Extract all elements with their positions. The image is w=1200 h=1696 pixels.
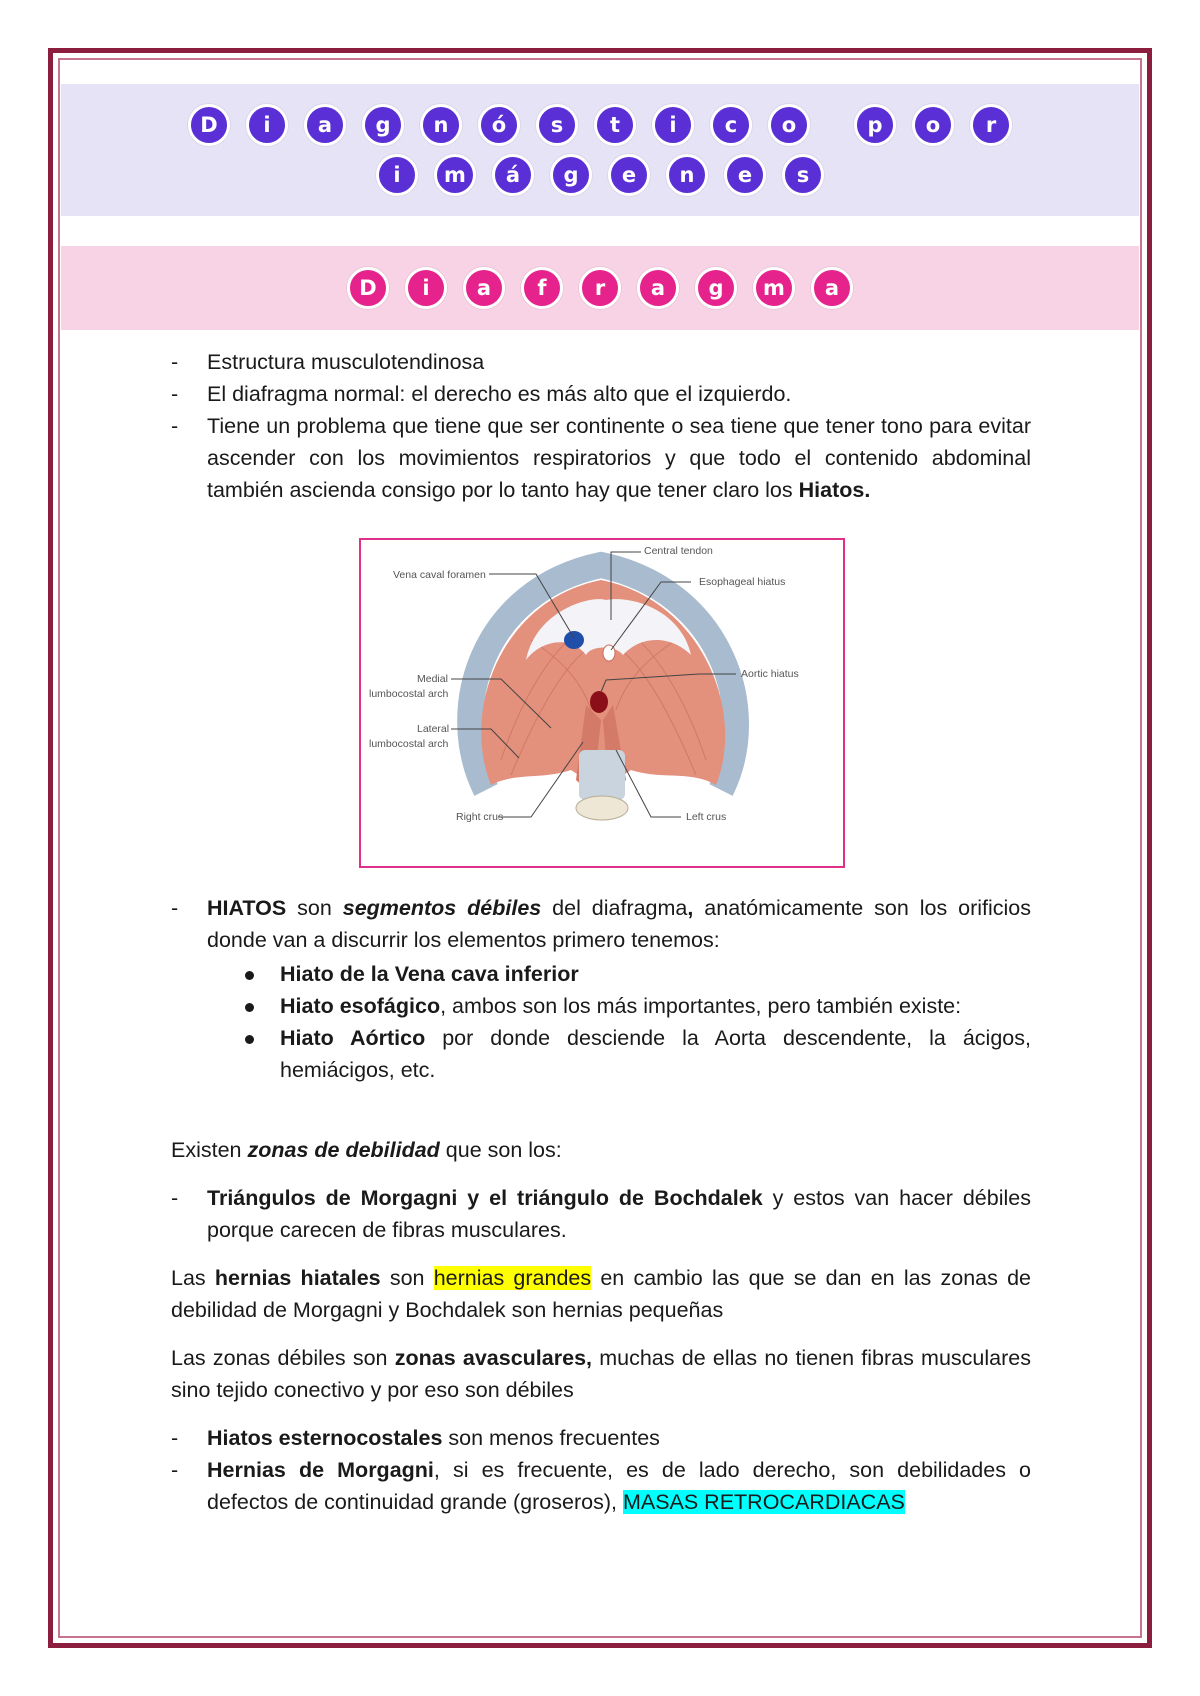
title-letter: a: [811, 267, 853, 309]
title-letter: i: [405, 267, 447, 309]
title-letter: s: [536, 104, 578, 146]
list-item: Hiato de la Vena cava inferior: [207, 958, 1031, 990]
title-letter: o: [768, 104, 810, 146]
title-word: [846, 104, 1020, 146]
header-banner: [61, 84, 1139, 216]
title-letter: i: [376, 154, 418, 196]
list-item: - Tiene un problema que tiene que ser continente o sea tiene que tener tono para evitar ascender con los movimientos respiratorios y que todo el contenido abdominal también ascienda consigo por lo tanto hay que tener claro los Hiatos.: [171, 414, 1031, 502]
title-letter: D: [347, 267, 389, 309]
title-letter: o: [912, 104, 954, 146]
final-section: [171, 1422, 1031, 1518]
intro-section: [171, 346, 1031, 506]
hernias-paragraph: Las hernias hiatales son hernias grandes en cambio las que se dan en las zonas de debilidad de Morgagni y Bochdalek son hernias pequeñas: [171, 1266, 1031, 1322]
label-medial-arch-2: lumbocostal arch: [369, 688, 449, 700]
title-letter: c: [710, 104, 752, 146]
section-title: [325, 267, 875, 309]
list-item: - HIATOS son segmentos débiles del diafragma, anatómicamente son los orificios donde van a discurrir los elementos primero tenemos: Hiato de la Vena cava inferior Hiato esofágico, ambos son los más importantes, pero también existe: Hiato Aórtico por donde desciende la Aorta descendente, la ácigos, hemiácigos, etc.: [171, 892, 1031, 1086]
title-letter: t: [594, 104, 636, 146]
title-letter: e: [608, 154, 650, 196]
title-letter: ó: [478, 104, 520, 146]
vena-caval-foramen: [564, 631, 584, 649]
title-letter: D: [188, 104, 230, 146]
label-vena-caval-foramen: Vena caval foramen: [393, 569, 486, 581]
label-left-crus: Left crus: [686, 811, 727, 823]
title-letter: a: [304, 104, 346, 146]
list-item: - El diafragma normal: el derecho es más alto que el izquierdo.: [171, 382, 792, 406]
title-letter: g: [550, 154, 592, 196]
section-banner: [61, 246, 1139, 330]
title-letter: n: [666, 154, 708, 196]
list-item: - Hiatos esternocostales son menos frecuentes: [171, 1426, 660, 1450]
title-letter: s: [782, 154, 824, 196]
title-letter: á: [492, 154, 534, 196]
title-word: [339, 267, 861, 309]
highlight-cyan: MASAS RETROCARDIACAS: [622, 1490, 905, 1514]
diaphragm-figure: [359, 538, 845, 868]
bullet-dot-icon: [245, 1003, 254, 1012]
title-letter: g: [695, 267, 737, 309]
highlight-yellow: hernias grandes: [433, 1266, 592, 1290]
list-item: - Estructura musculotendinosa: [171, 350, 485, 374]
bullet-dot-icon: [245, 1035, 254, 1044]
title-letter: m: [434, 154, 476, 196]
label-right-crus: Right crus: [456, 811, 504, 823]
hiatos-bullet-list: [207, 958, 1031, 1086]
title-letter: i: [246, 104, 288, 146]
title-letter: r: [970, 104, 1012, 146]
title-letter: i: [652, 104, 694, 146]
title-letter: p: [854, 104, 896, 146]
label-central-tendon: Central tendon: [644, 545, 713, 557]
title-letter: m: [753, 267, 795, 309]
title-word: [368, 154, 832, 196]
list-item: - Triángulos de Morgagni y el triángulo de Bochdalek y estos van hacer débiles porque carecen de fibras musculares.: [171, 1186, 1031, 1242]
title-letter: f: [521, 267, 563, 309]
title-letter: g: [362, 104, 404, 146]
bullet-dot-icon: [245, 971, 254, 980]
list-item: - Hernias de Morgagni, si es frecuente, es de lado derecho, son debilidades o defectos de continuidad grande (groseros), MASAS RETROCARDIACAS: [171, 1458, 1031, 1514]
avasculares-paragraph: Las zonas débiles son zonas avasculares, muchas de ellas no tienen fibras musculares sino tejido conectivo y por eso son débiles: [171, 1346, 1031, 1402]
title-word: [180, 104, 818, 146]
header-title-line-1: [166, 104, 1034, 146]
list-item: Hiato esofágico, ambos son los más importantes, pero también existe:: [207, 990, 1031, 1022]
label-lateral-arch-1: Lateral: [417, 723, 450, 735]
title-letter: n: [420, 104, 462, 146]
label-aortic-hiatus: Aortic hiatus: [741, 668, 799, 680]
label-esophageal-hiatus: Esophageal hiatus: [699, 576, 786, 588]
header-title-line-2: [354, 154, 846, 196]
list-item: Hiato Aórtico por donde desciende la Aorta descendente, la ácigos, hemiácigos, etc.: [207, 1022, 1031, 1086]
zonas-paragraph: Existen zonas de debilidad que son los:: [171, 1138, 562, 1162]
title-letter: r: [579, 267, 621, 309]
title-letter: e: [724, 154, 766, 196]
triangulos-section: [171, 1182, 1031, 1246]
label-lateral-arch-2: lumbocostal arch: [369, 738, 449, 750]
label-medial-arch-1: Medial: [417, 673, 448, 685]
title-letter: a: [637, 267, 679, 309]
hiatos-section: [171, 892, 1031, 1086]
title-letter: a: [463, 267, 505, 309]
